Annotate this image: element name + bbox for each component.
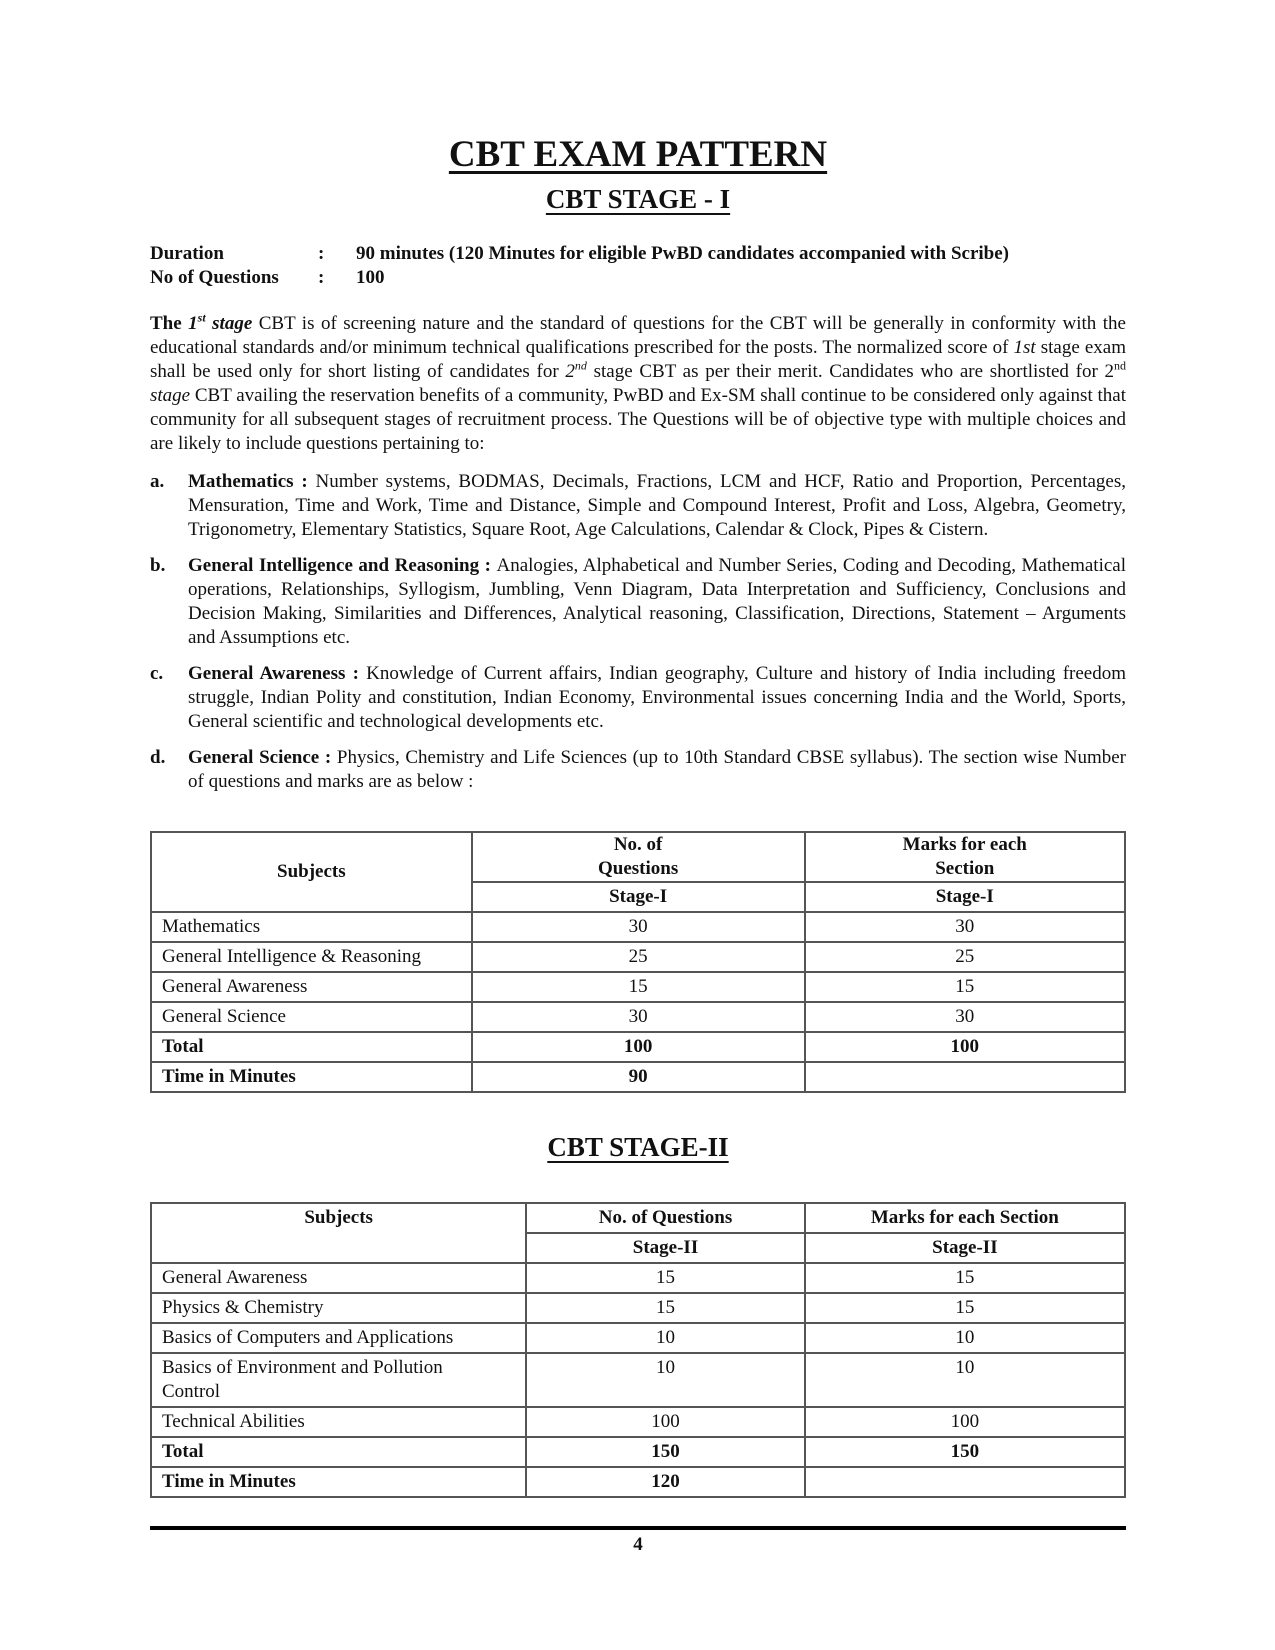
cell-subject: Technical Abilities: [151, 1407, 526, 1437]
cell-marks: 15: [805, 1263, 1125, 1293]
table-row: [151, 1002, 1125, 1032]
header-stage-marks: Stage-II: [805, 1233, 1125, 1263]
table-row: [151, 942, 1125, 972]
table-row: [151, 912, 1125, 942]
stage1-table: [150, 831, 1126, 1093]
topic-item: [150, 746, 1126, 794]
stage1-heading: CBT STAGE - I: [545, 184, 731, 214]
topic-list: [150, 470, 1126, 806]
cell-questions: 30: [472, 912, 805, 942]
cell-marks: 10: [805, 1353, 1125, 1407]
cell-subject: Physics & Chemistry: [151, 1293, 526, 1323]
topic-marker: a.: [150, 471, 165, 492]
topic-item: [150, 470, 1126, 542]
cell-questions: 15: [526, 1263, 804, 1293]
duration-row: [150, 242, 1126, 266]
header-questions: No. of Questions: [526, 1203, 804, 1233]
topic-text: Number systems, BODMAS, Decimals, Fractions, LCM and HCF, Ratio and Proportion, Percentages, Mensuration, Time and Work, Time and Distance, Simple and Compound Interest, Profit and Loss, Algebra, Geometry, Trigonometry, Elementary Statistics, Square Root, Age Calculations, Calendar & Clock, Pipes & Cistern.: [188, 471, 1126, 540]
cell-subject: General Awareness: [151, 972, 472, 1002]
topic-item: [150, 662, 1126, 734]
topic-marker: b.: [150, 555, 166, 576]
header-subjects: Subjects: [151, 832, 472, 912]
intro-ordinal: 1: [188, 313, 198, 334]
topic-heading: General Intelligence and Reasoning :: [188, 555, 497, 576]
cell-questions: 25: [472, 942, 805, 972]
topic-heading: Mathematics :: [188, 471, 316, 492]
page-number: 4: [633, 1534, 643, 1555]
intro-text: stage exam shall be used only for short listing of candidates for: [150, 337, 1126, 382]
cell-questions: 10: [526, 1323, 804, 1353]
empty-cell: [805, 1062, 1126, 1092]
cell-questions: 30: [472, 1002, 805, 1032]
intro-text: stage CBT as per their merit. Candidates who are shortlisted for 2: [586, 361, 1114, 382]
total-row: [151, 1437, 1125, 1467]
topic-marker: c.: [150, 663, 164, 684]
header-stage-questions: Stage-I: [472, 882, 805, 912]
intro-stage: stage: [150, 385, 191, 406]
table-header-row: [151, 1203, 1125, 1233]
intro-text: CBT is of screening nature and the standard of questions for the CBT will be generally in conformity with the educational standards and/or minimum technical qualifications prescribed for the posts. The normalized score of: [150, 313, 1126, 358]
header-questions: No. of Questions: [472, 832, 805, 882]
footer-divider: [150, 1526, 1126, 1530]
header-stage-marks: Stage-I: [805, 882, 1126, 912]
intro-sup: st: [197, 310, 206, 325]
table-row: [151, 1293, 1125, 1323]
cell-marks: 15: [805, 972, 1126, 1002]
table-row: [151, 1353, 1125, 1407]
table-header-row: [151, 832, 1125, 882]
time-label: Time in Minutes: [151, 1062, 472, 1092]
time-label: Time in Minutes: [151, 1467, 526, 1497]
cell-subject: General Awareness: [151, 1263, 526, 1293]
cell-questions: 10: [526, 1353, 804, 1407]
cell-subject: Mathematics: [151, 912, 472, 942]
colon: :: [318, 243, 325, 264]
header-marks: Marks for each Section: [805, 1203, 1125, 1233]
total-label: Total: [151, 1032, 472, 1062]
topic-heading: General Science :: [188, 747, 337, 768]
cell-subject: Basics of Computers and Applications: [151, 1323, 526, 1353]
intro-second: 2: [565, 361, 575, 382]
cell-marks: 15: [805, 1293, 1125, 1323]
total-questions: 100: [472, 1032, 805, 1062]
intro-first: 1st: [1013, 337, 1036, 358]
time-row: [151, 1062, 1125, 1092]
questions-row: [150, 266, 1126, 290]
cell-questions: 15: [472, 972, 805, 1002]
header-stage-questions: Stage-II: [526, 1233, 804, 1263]
total-row: [151, 1032, 1125, 1062]
total-label: Total: [151, 1437, 526, 1467]
cell-marks: 100: [805, 1407, 1125, 1437]
cell-subject: General Intelligence & Reasoning: [151, 942, 472, 972]
cell-subject: General Science: [151, 1002, 472, 1032]
time-value: 120: [526, 1467, 804, 1497]
cell-questions: 15: [526, 1293, 804, 1323]
intro-text: CBT availing the reservation benefits of a community, PwBD and Ex-SM shall continue to be considered only against that community for all subsequent stages of recruitment process. The Questions will be of objective type with multiple choices and are likely to include questions pertaining to:: [150, 385, 1126, 454]
header-marks: Marks for each Section: [805, 832, 1126, 882]
topic-item: [150, 554, 1126, 650]
stage2-heading: CBT STAGE-II: [547, 1132, 729, 1162]
total-marks: 150: [805, 1437, 1125, 1467]
table-row: [151, 1323, 1125, 1353]
page-title: CBT EXAM PATTERN: [448, 134, 828, 175]
exam-meta: [150, 242, 1126, 290]
table-row: [151, 1263, 1125, 1293]
duration-label: Duration: [150, 243, 224, 264]
cell-marks: 30: [805, 912, 1126, 942]
cell-questions: 100: [526, 1407, 804, 1437]
stage2-table: [150, 1202, 1126, 1498]
intro-stage: stage: [205, 313, 253, 334]
table-row: [151, 1407, 1125, 1437]
total-marks: 100: [805, 1032, 1126, 1062]
header-subjects: Subjects: [151, 1203, 526, 1263]
intro-sup: nd: [1114, 358, 1126, 373]
questions-value: 100: [356, 267, 385, 288]
time-row: [151, 1467, 1125, 1497]
time-value: 90: [472, 1062, 805, 1092]
topic-text: Knowledge of Current affairs, Indian geography, Culture and history of India including freedom struggle, Indian Polity and constitution, Indian Economy, Environmental issues concerning India and the World, Sports, General scientific and technological developments etc.: [188, 663, 1126, 732]
cell-marks: 30: [805, 1002, 1126, 1032]
topic-marker: d.: [150, 747, 166, 768]
cell-marks: 25: [805, 942, 1126, 972]
questions-label: No of Questions: [150, 267, 279, 288]
duration-value: 90 minutes (120 Minutes for eligible PwBD candidates accompanied with Scribe): [356, 243, 1010, 264]
topic-text: Physics, Chemistry and Life Sciences (up to 10th Standard CBSE syllabus). The section wise Number of questions and marks are as below :: [188, 747, 1126, 792]
intro-text: The: [150, 313, 189, 334]
cell-subject: Basics of Environment and Pollution Control: [151, 1353, 526, 1407]
intro-paragraph: [150, 312, 1126, 456]
table-row: [151, 972, 1125, 1002]
topic-text: Analogies, Alphabetical and Number Series, Coding and Decoding, Mathematical operations, Relationships, Syllogism, Jumbling, Venn Diagram, Data Interpretation and Sufficiency, Conclusions and Decision Making, Similarities and Differences, Analytical reasoning, Classification, Directions, Statement – Arguments and Assumptions etc.: [188, 555, 1126, 648]
topic-heading: General Awareness :: [188, 663, 367, 684]
cell-marks: 10: [805, 1323, 1125, 1353]
total-questions: 150: [526, 1437, 804, 1467]
empty-cell: [805, 1467, 1125, 1497]
colon: :: [318, 267, 325, 288]
intro-sup: nd: [574, 358, 587, 373]
